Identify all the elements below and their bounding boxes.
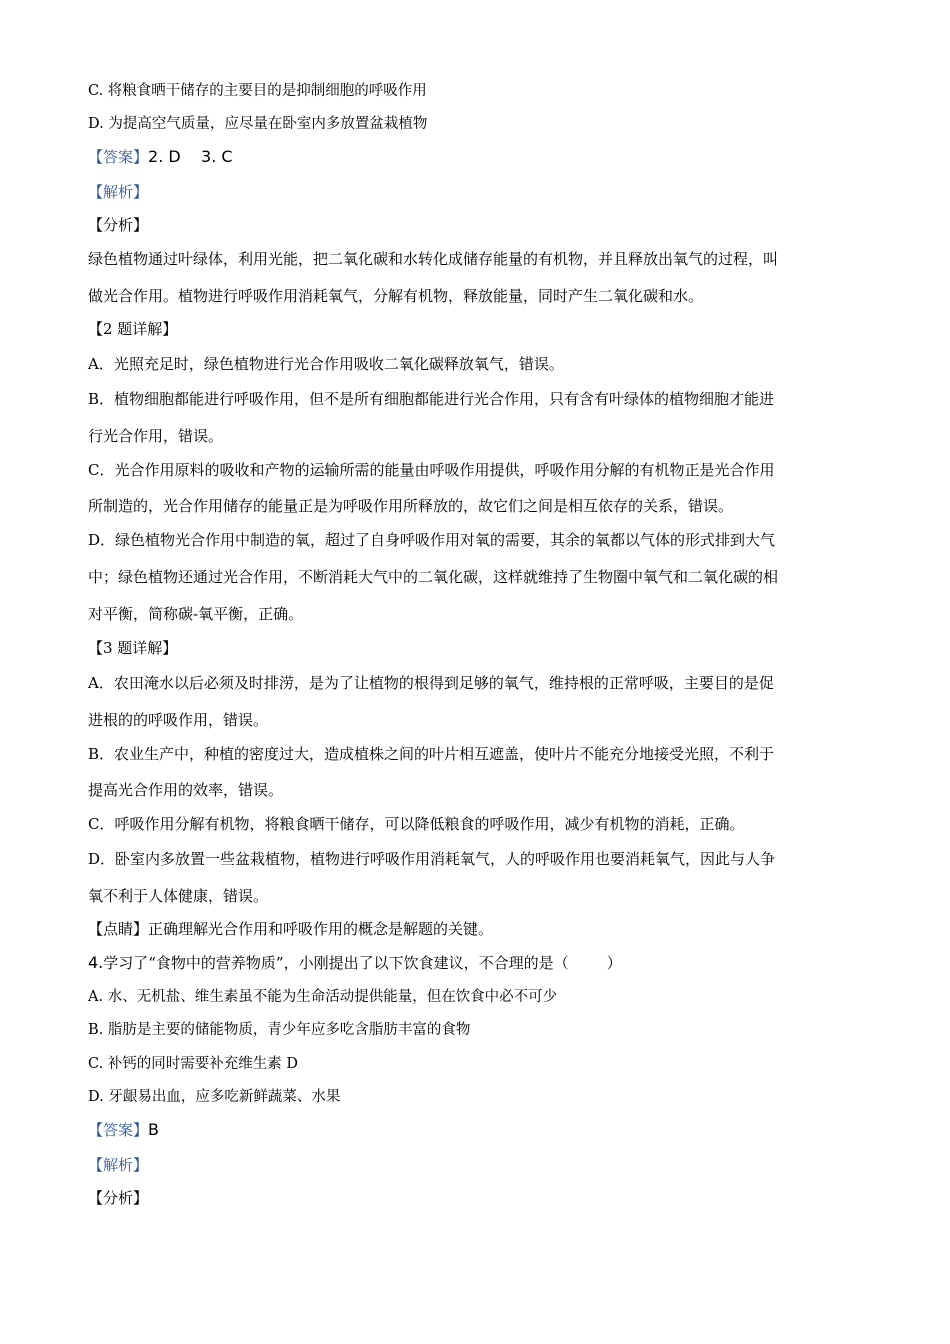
option-c: C. 将粮食晒干储存的主要目的是抑制细胞的呼吸作用	[88, 83, 427, 99]
detail3-line: A．农田淹水以后必须及时排涝，是为了让植物的根得到足够的氧气，维持根的正常呼吸，主要目的是促	[88, 674, 774, 692]
detail3-line: B．农业生产中，种植的密度过大，造成植株之间的叶片相互遮盖，使叶片不能充分地接受光照，不利于	[88, 745, 775, 763]
detail3-line: 提高光合作用的效率，错误。	[88, 781, 284, 799]
detail2-line: 中；绿色植物还通过光合作用，不断消耗大气中的二氧化碳，这样就维持了生物圈中氧气和二氧化碳的相	[88, 568, 779, 586]
detail3-heading: 【3 题详解】	[88, 639, 178, 657]
detail3-line: D．卧室内多放置一些盆栽植物，植物进行呼吸作用消耗氧气，人的呼吸作用也要消耗氧气，因此与人争	[88, 850, 776, 868]
option-b: B. 脂肪是主要的储能物质，青少年应多吃含脂肪丰富的食物	[88, 1022, 471, 1038]
question-4-stem	[88, 953, 622, 973]
detail2-line: A．光照充足时，绿色植物进行光合作用吸收二氧化碳释放氧气，错误。	[88, 355, 564, 373]
detail2-line: C．光合作用原料的吸收和产物的运输所需的能量由呼吸作用提供，呼吸作用分解的有机物正是光合作用	[88, 461, 775, 479]
detail3-line: 氧不利于人体健康，错误。	[88, 887, 269, 905]
answer-tag: 【答案】	[88, 1121, 149, 1139]
analysis-tag: 【解析】	[88, 1156, 149, 1174]
detail3-line: C．呼吸作用分解有机物，将粮食晒干储存，可以降低粮食的呼吸作用，减少有机物的消耗，正确。	[88, 815, 745, 833]
analysis-tag: 【解析】	[88, 183, 149, 201]
fenxi-tag: 【分析】	[88, 1189, 149, 1207]
dianjing: 【点睛】正确理解光合作用和呼吸作用的概念是解题的关键。	[88, 920, 494, 938]
fenxi-line-1: 绿色植物通过叶绿体，利用光能，把二氧化碳和水转化成储存能量的有机物，并且释放出氧气的过程，叫	[88, 250, 779, 268]
detail2-line: 对平衡，简称碳-氧平衡，正确。	[88, 605, 304, 623]
option-a: A. 水、无机盐、维生素虽不能为生命活动提供能量，但在饮食中必不可少	[88, 989, 558, 1005]
answer-line	[88, 1120, 159, 1140]
answer-line	[88, 147, 233, 167]
detail2-heading: 【2 题详解】	[88, 320, 178, 338]
detail2-line: B．植物细胞都能进行呼吸作用，但不是所有细胞都能进行光合作用，只有含有叶绿体的植物细胞才能进	[88, 390, 775, 408]
option-d: D. 为提高空气质量，应尽量在卧室内多放置盆栽植物	[88, 116, 428, 132]
detail3-line: 进根的的呼吸作用，错误。	[88, 711, 269, 729]
fenxi-line-2: 做光合作用。植物进行呼吸作用消耗氧气，分解有机物，释放能量，同时产生二氧化碳和水。	[88, 287, 704, 305]
answer-value: 2. D 3. C	[148, 147, 233, 166]
option-d: D. 牙龈易出血，应多吃新鲜蔬菜、水果	[88, 1089, 341, 1105]
detail2-line: 行光合作用，错误。	[88, 427, 224, 445]
question-number: 4.	[88, 953, 104, 972]
answer-tag: 【答案】	[88, 148, 149, 166]
question-text: 学习了“食物中的营养物质”，小刚提出了以下饮食建议，不合理的是（ ）	[103, 954, 622, 972]
option-c: C. 补钙的同时需要补充维生素 D	[88, 1056, 299, 1072]
detail2-line: 所制造的，光合作用储存的能量正是为呼吸作用所释放的，故它们之间是相互依存的关系，错误。	[88, 497, 734, 515]
fenxi-tag: 【分析】	[88, 216, 149, 234]
detail2-line: D．绿色植物光合作用中制造的氧，超过了自身呼吸作用对氧的需要，其余的氧都以气体的形式排到大气	[88, 531, 776, 549]
answer-value: B	[148, 1120, 159, 1139]
